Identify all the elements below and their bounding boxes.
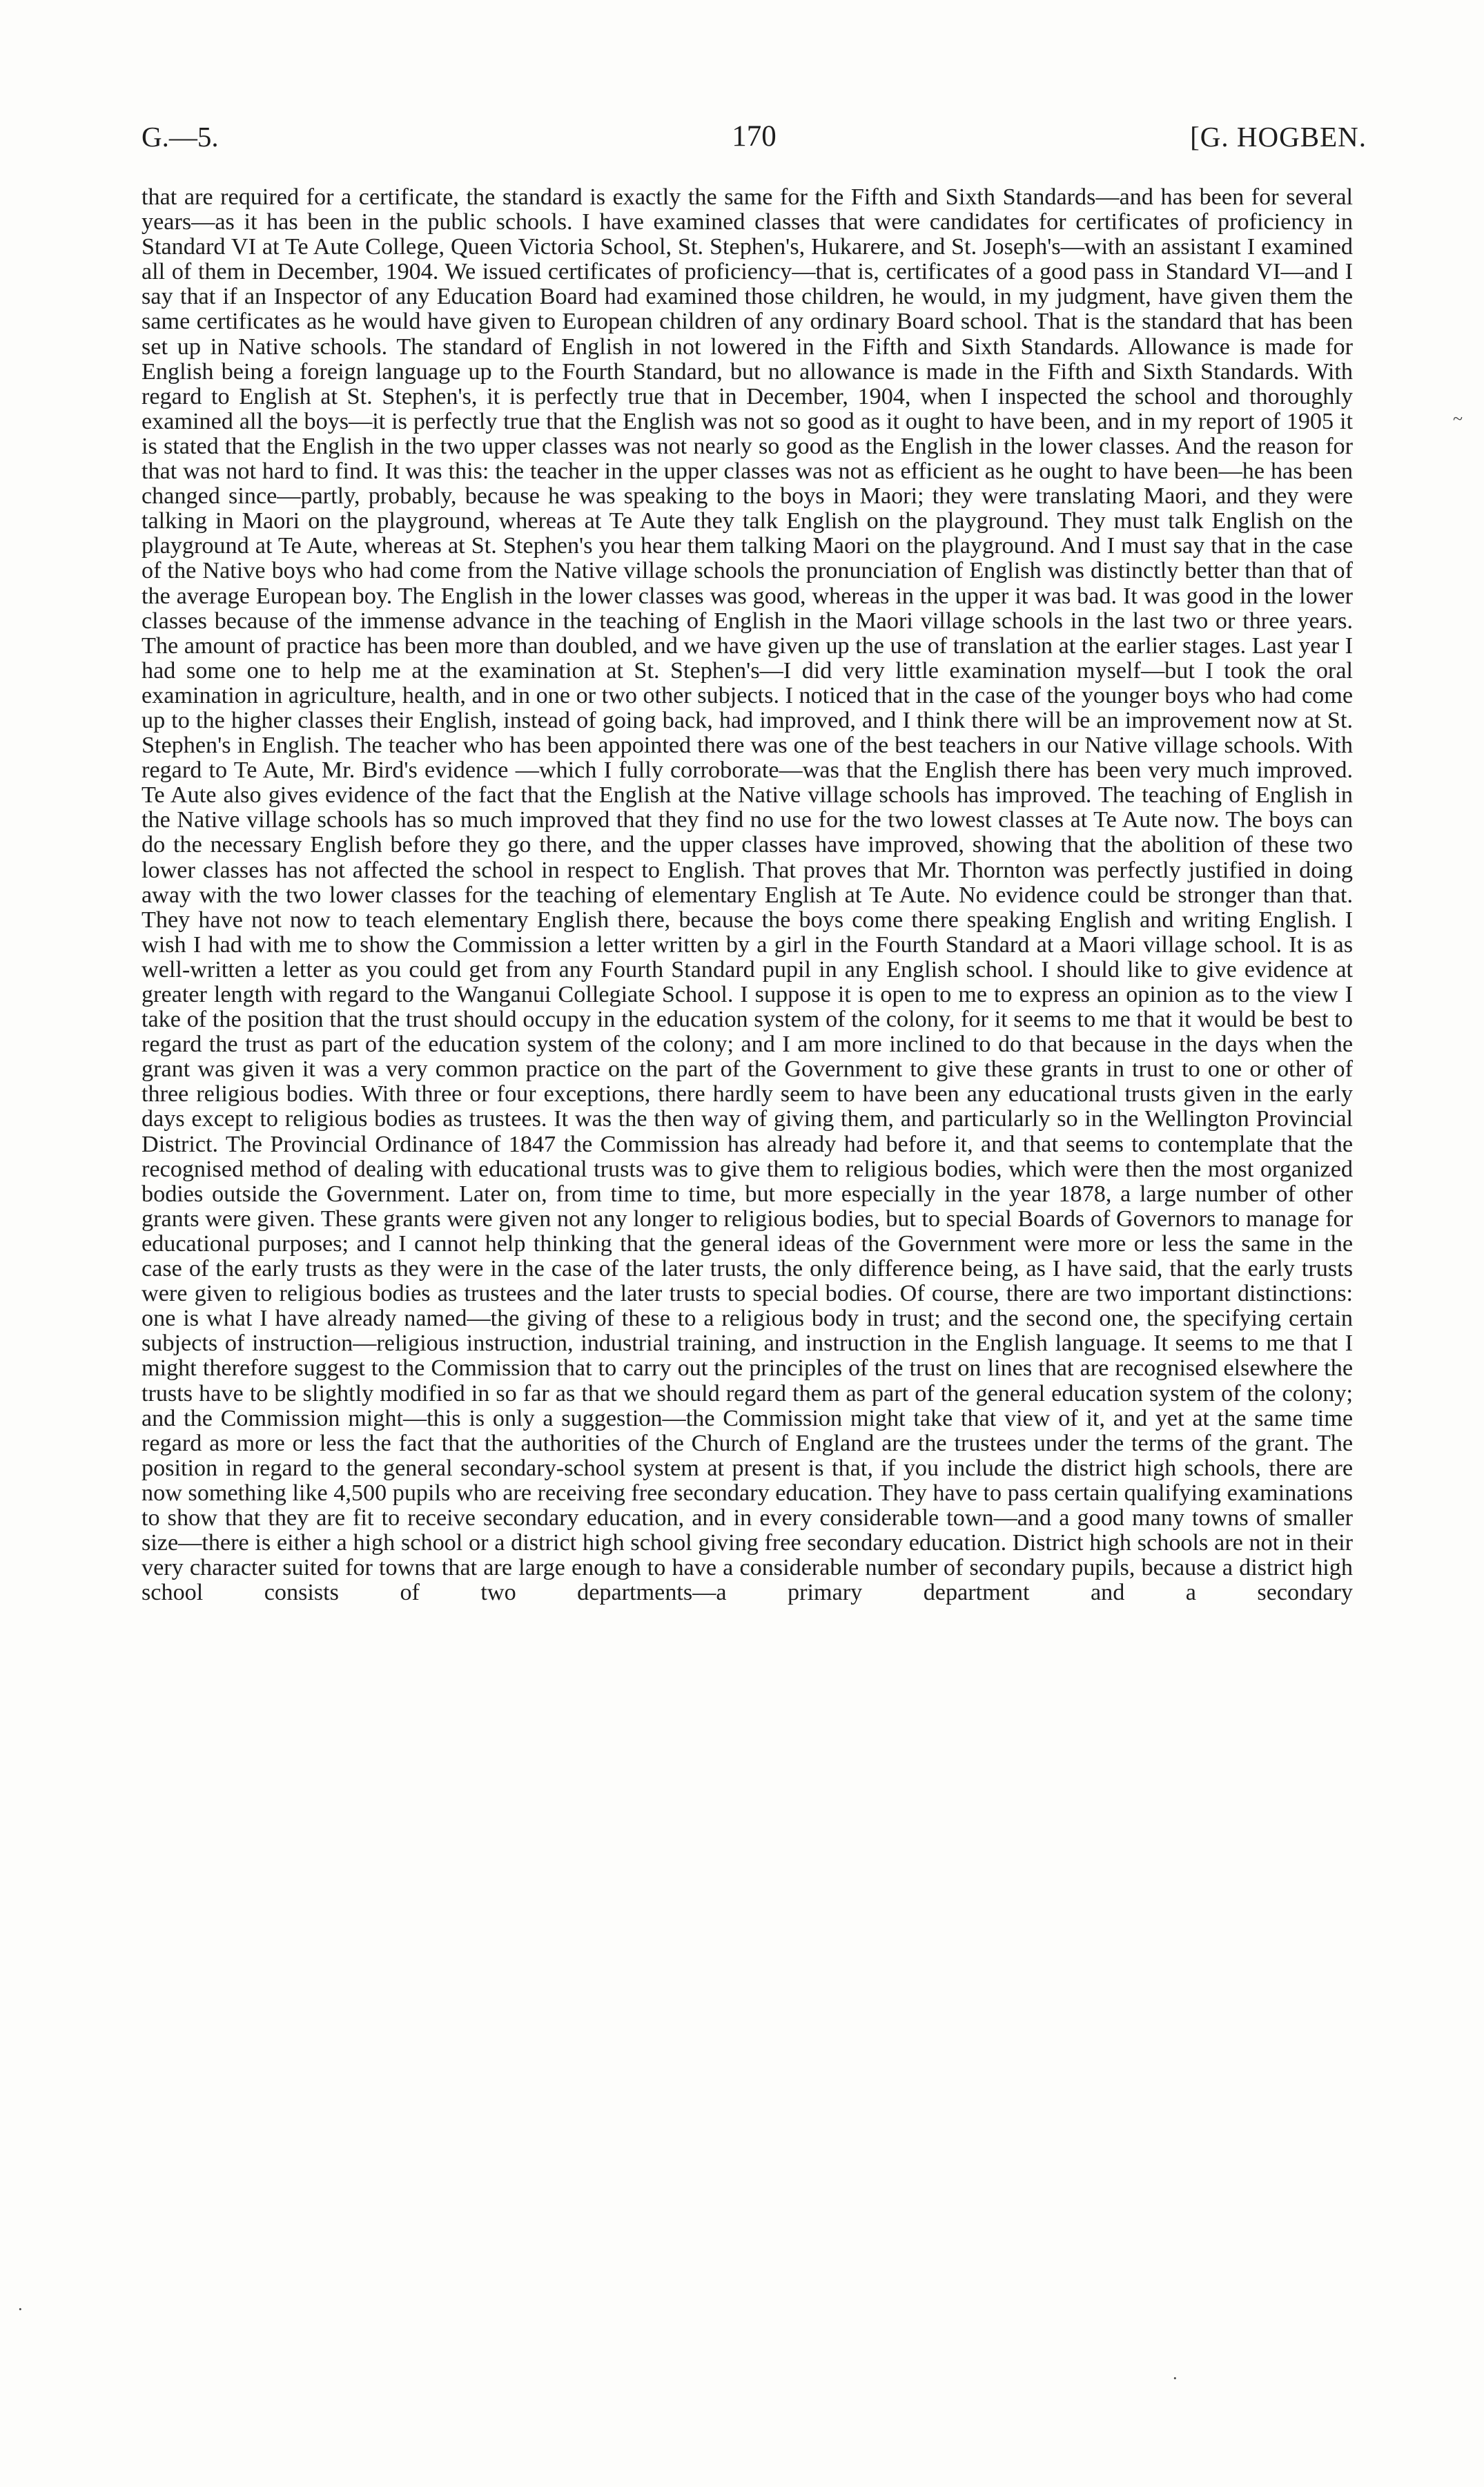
running-header [141,116,1367,157]
paragraph: that are required for a certificate, the standard is exactly the same for the Fifth and Sixth Standards—and has been for several years—as it has been in the public schools. I have examined classes that were candidates for certificates of proficiency in Standard VI at Te Aute College, Queen Victoria School, St. Stephen's, Hukarere, and St. Joseph's—with an assistant I examined all of them in December, 1904. We issued certificates of proficiency—that is, certificates of a good pass in Standard VI—and I say that if an Inspector of any Education Board had examined those children, he would, in my judgment, have given them the same certificates as he would have given to European children of any ordinary Board school. That is the standard that has been set up in Native schools. The standard of English in not lowered in the Fifth and Sixth Standards. Allowance is made for English being a foreign language up to the Fourth Standard, but no allowance is made in the Fifth and Sixth Standards. With regard to English at St. Stephen's, it is perfectly true that in December, 1904, when I inspected the school and thoroughly examined all the boys—it is perfectly true that the English was not so good as it ought to have been, and in my report of 1905 it is stated that the English in the two upper classes was not nearly so good as the English in the lower classes. And the reason for that was not hard to find. It was this: the teacher in the upper classes was not as efficient as he ought to have been—he has been changed since—partly, probably, because he was speaking to the boys in Maori; they were translating Maori, and they were talking in Maori on the playground, whereas at Te Aute they talk English on the playground. They must talk English on the playground at Te Aute, whereas at St. Stephen's you hear them talking Maori on the playground. And I must say that in the case of the Native boys who had come from the Native village schools the pronunciation of English was distinctly better than that of the average European boy. The English in the lower classes was good, whereas in the upper it was bad. It was good in the lower classes because of the immense advance in the teaching of English in the Maori village schools in the last two or three years. The amount of practice has been more than doubled, and we have given up the use of translation at the earlier stages. Last year I had some one to help me at the examination at St. Stephen's—I did very little examination myself—but I took the oral examination in agriculture, health, and in one or two other subjects. I noticed that in the case of the younger boys who had come up to the higher classes their English, instead of going back, had improved, and I think there will be an improvement now at St. Stephen's in English. The teacher who has been appointed there was one of the best teachers in our Native village schools. With regard to Te Aute, Mr. Bird's evidence —which I fully corroborate—was that the English there has been very much improved. Te Aute also gives evidence of the fact that the English at the Native village schools has improved. The teaching of English in the Native village schools has so much improved that they find no use for the two lowest classes at Te Aute now. The boys can do the necessary English before they go there, and the upper classes have improved, showing that the abolition of these two lower classes has not affected the school in respect to English. That proves that Mr. Thornton was perfectly justified in doing away with the two lower classes for the teaching of elementary English at Te Aute. No evidence could be stronger than that. They have not now to teach elementary English there, because the boys come there speaking English and writing English. I wish I had with me to show the Commission a letter written by a girl in the Fourth Standard at a Maori village school. It is as well-written a letter as you could get from any Fourth Standard pupil in any English school. I should like to give evidence at greater length with regard to the Wanganui Collegiate School. I suppose it is open to me to express an opinion as to the view I take of the position that the trust should occupy in the education system of the colony, for it seems to me that it would be best to regard the trust as part of the education system of the colony; and I am more inclined to do that because in the days when the grant was given it was a very common practice on the part of the Government to give these grants in trust to one or other of three religious bodies. With three or four exceptions, there hardly seem to have been any educational trusts given in the early days except to religious bodies as trustees. It was the then way of giving them, and particularly so in the Wellington Provincial District. The Provincial Ordinance of 1847 the Commission has already had before it, and that seems to contemplate that the recognised method of dealing with educational trusts was to give them to religious bodies, which were then the most organized bodies outside the Government. Later on, from time to time, but more especially in the year 1878, a large number of other grants were given. These grants were given not any longer to religious bodies, but to special Boards of Governors to manage for educational purposes; and I cannot help thinking that the general ideas of the Government were more or less the same in the case of the early trusts as they were in the case of the later trusts, the only difference being, as I have said, that the early trusts were given to religious bodies as trustees and the later trusts to special bodies. Of course, there are two important distinctions: one is what I have already named—the giving of these to a religious body in trust; and the second one, the specifying certain subjects of instruction—religious instruction, industrial training, and instruction in the English language. It seems to me that I might therefore suggest to the Commission that to carry out the principles of the trust on lines that are recognised elsewhere the trusts have to be slightly modified in so far as that we should regard them as part of the general education system of the colony; and the Commission might—this is only a suggestion—the Commission might take that view of it, and yet at the same time regard as more or less the fact that the authorities of the Church of England are the trustees under the terms of the grant. The position in regard to the general secondary-school system at present is that, if you include the district high schools, there are now something like 4,500 pupils who are receiving free secondary education. They have to pass certain qualifying examinations to show that they are fit to receive secondary education, and in every considerable town—and a good many towns of smaller size—there is either a high school or a district high school giving free secondary education. District high schools are not in their very character suited for towns that are large enough to have a considerable number of secondary pupils, because a district high school consists of two departments—a primary department and a secondary [141,184,1353,1606]
page-number: 170 [732,120,777,153]
body-text [141,185,1353,1605]
witness-name: [G. HOGBEN. [1190,121,1367,153]
margin-dot-mark: · [1172,2368,1178,2388]
margin-dash-mark: ~ [1453,409,1463,429]
margin-dot-mark: · [17,2299,23,2319]
paper-reference: G.—5. [141,121,219,153]
